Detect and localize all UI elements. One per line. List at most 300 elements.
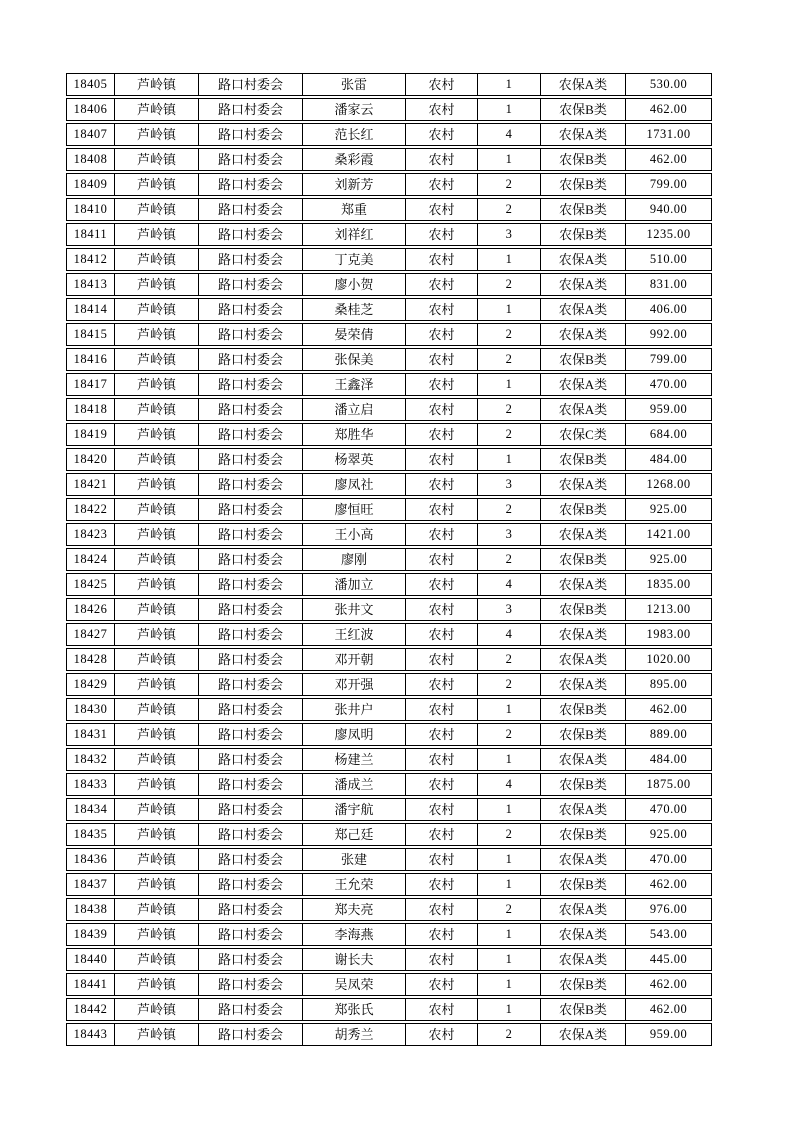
cell-record-id: 18406 bbox=[66, 98, 115, 121]
cell-person-name: 潘成兰 bbox=[303, 773, 406, 796]
cell-person-name: 潘家云 bbox=[303, 98, 406, 121]
cell-residence-type: 农村 bbox=[406, 673, 478, 696]
cell-record-id: 18439 bbox=[66, 923, 115, 946]
cell-person-name: 王允荣 bbox=[303, 873, 406, 896]
cell-village-committee: 路口村委会 bbox=[199, 273, 303, 296]
table-row bbox=[66, 973, 712, 996]
cell-person-count: 1 bbox=[478, 748, 541, 771]
cell-residence-type: 农村 bbox=[406, 473, 478, 496]
cell-amount: 976.00 bbox=[626, 898, 712, 921]
cell-insurance-category: 农保A类 bbox=[541, 648, 626, 671]
cell-person-name: 郑己廷 bbox=[303, 823, 406, 846]
cell-town: 芦岭镇 bbox=[115, 473, 199, 496]
cell-record-id: 18441 bbox=[66, 973, 115, 996]
cell-residence-type: 农村 bbox=[406, 873, 478, 896]
cell-person-count: 1 bbox=[478, 248, 541, 271]
cell-record-id: 18418 bbox=[66, 398, 115, 421]
cell-village-committee: 路口村委会 bbox=[199, 323, 303, 346]
cell-village-committee: 路口村委会 bbox=[199, 1023, 303, 1046]
table-row bbox=[66, 198, 712, 221]
cell-insurance-category: 农保A类 bbox=[541, 273, 626, 296]
cell-record-id: 18443 bbox=[66, 1023, 115, 1046]
cell-record-id: 18428 bbox=[66, 648, 115, 671]
cell-town: 芦岭镇 bbox=[115, 748, 199, 771]
cell-town: 芦岭镇 bbox=[115, 823, 199, 846]
cell-town: 芦岭镇 bbox=[115, 723, 199, 746]
cell-amount: 799.00 bbox=[626, 348, 712, 371]
cell-town: 芦岭镇 bbox=[115, 398, 199, 421]
cell-person-name: 潘宇航 bbox=[303, 798, 406, 821]
cell-village-committee: 路口村委会 bbox=[199, 373, 303, 396]
cell-record-id: 18429 bbox=[66, 673, 115, 696]
cell-record-id: 18425 bbox=[66, 573, 115, 596]
cell-person-count: 1 bbox=[478, 848, 541, 871]
cell-record-id: 18432 bbox=[66, 748, 115, 771]
table-row bbox=[66, 573, 712, 596]
cell-village-committee: 路口村委会 bbox=[199, 623, 303, 646]
cell-village-committee: 路口村委会 bbox=[199, 998, 303, 1021]
cell-amount: 470.00 bbox=[626, 373, 712, 396]
cell-record-id: 18438 bbox=[66, 898, 115, 921]
table-row bbox=[66, 398, 712, 421]
cell-person-count: 1 bbox=[478, 148, 541, 171]
cell-insurance-category: 农保A类 bbox=[541, 848, 626, 871]
cell-person-name: 郑重 bbox=[303, 198, 406, 221]
cell-residence-type: 农村 bbox=[406, 498, 478, 521]
cell-residence-type: 农村 bbox=[406, 173, 478, 196]
cell-town: 芦岭镇 bbox=[115, 498, 199, 521]
cell-town: 芦岭镇 bbox=[115, 798, 199, 821]
table-row bbox=[66, 298, 712, 321]
cell-village-committee: 路口村委会 bbox=[199, 573, 303, 596]
cell-residence-type: 农村 bbox=[406, 448, 478, 471]
cell-amount: 1235.00 bbox=[626, 223, 712, 246]
cell-residence-type: 农村 bbox=[406, 973, 478, 996]
cell-person-name: 晏荣倩 bbox=[303, 323, 406, 346]
table-row bbox=[66, 423, 712, 446]
cell-residence-type: 农村 bbox=[406, 98, 478, 121]
cell-insurance-category: 农保A类 bbox=[541, 748, 626, 771]
cell-person-count: 3 bbox=[478, 598, 541, 621]
table-row bbox=[66, 498, 712, 521]
cell-residence-type: 农村 bbox=[406, 373, 478, 396]
cell-residence-type: 农村 bbox=[406, 148, 478, 171]
cell-residence-type: 农村 bbox=[406, 823, 478, 846]
cell-record-id: 18436 bbox=[66, 848, 115, 871]
cell-residence-type: 农村 bbox=[406, 248, 478, 271]
cell-person-count: 4 bbox=[478, 773, 541, 796]
cell-village-committee: 路口村委会 bbox=[199, 648, 303, 671]
cell-town: 芦岭镇 bbox=[115, 998, 199, 1021]
cell-amount: 992.00 bbox=[626, 323, 712, 346]
cell-village-committee: 路口村委会 bbox=[199, 423, 303, 446]
table-row bbox=[66, 223, 712, 246]
cell-village-committee: 路口村委会 bbox=[199, 123, 303, 146]
cell-person-name: 廖恒旺 bbox=[303, 498, 406, 521]
cell-village-committee: 路口村委会 bbox=[199, 698, 303, 721]
cell-person-count: 2 bbox=[478, 348, 541, 371]
table-row bbox=[66, 723, 712, 746]
cell-insurance-category: 农保B类 bbox=[541, 723, 626, 746]
cell-record-id: 18421 bbox=[66, 473, 115, 496]
cell-person-name: 杨建兰 bbox=[303, 748, 406, 771]
cell-person-count: 1 bbox=[478, 298, 541, 321]
cell-insurance-category: 农保A类 bbox=[541, 923, 626, 946]
cell-insurance-category: 农保A类 bbox=[541, 398, 626, 421]
cell-insurance-category: 农保B类 bbox=[541, 448, 626, 471]
table-row bbox=[66, 173, 712, 196]
cell-person-count: 3 bbox=[478, 523, 541, 546]
cell-residence-type: 农村 bbox=[406, 398, 478, 421]
cell-town: 芦岭镇 bbox=[115, 923, 199, 946]
cell-residence-type: 农村 bbox=[406, 998, 478, 1021]
cell-person-count: 2 bbox=[478, 898, 541, 921]
cell-record-id: 18412 bbox=[66, 248, 115, 271]
cell-residence-type: 农村 bbox=[406, 773, 478, 796]
cell-amount: 462.00 bbox=[626, 873, 712, 896]
cell-insurance-category: 农保B类 bbox=[541, 498, 626, 521]
cell-person-count: 2 bbox=[478, 723, 541, 746]
cell-record-id: 18416 bbox=[66, 348, 115, 371]
table-row bbox=[66, 73, 712, 96]
table-row bbox=[66, 98, 712, 121]
cell-insurance-category: 农保B类 bbox=[541, 198, 626, 221]
cell-village-committee: 路口村委会 bbox=[199, 748, 303, 771]
cell-record-id: 18431 bbox=[66, 723, 115, 746]
cell-person-name: 范长红 bbox=[303, 123, 406, 146]
cell-person-name: 谢长夫 bbox=[303, 948, 406, 971]
cell-town: 芦岭镇 bbox=[115, 948, 199, 971]
cell-amount: 959.00 bbox=[626, 1023, 712, 1046]
cell-amount: 1983.00 bbox=[626, 623, 712, 646]
cell-person-count: 1 bbox=[478, 698, 541, 721]
cell-village-committee: 路口村委会 bbox=[199, 823, 303, 846]
cell-village-committee: 路口村委会 bbox=[199, 398, 303, 421]
cell-record-id: 18408 bbox=[66, 148, 115, 171]
table-row bbox=[66, 898, 712, 921]
cell-insurance-category: 农保B类 bbox=[541, 98, 626, 121]
cell-person-count: 3 bbox=[478, 223, 541, 246]
cell-town: 芦岭镇 bbox=[115, 223, 199, 246]
cell-town: 芦岭镇 bbox=[115, 173, 199, 196]
cell-record-id: 18440 bbox=[66, 948, 115, 971]
cell-person-name: 桑彩霞 bbox=[303, 148, 406, 171]
cell-amount: 484.00 bbox=[626, 748, 712, 771]
cell-person-name: 张井户 bbox=[303, 698, 406, 721]
cell-person-name: 杨翠英 bbox=[303, 448, 406, 471]
cell-person-count: 1 bbox=[478, 448, 541, 471]
cell-person-count: 1 bbox=[478, 373, 541, 396]
cell-insurance-category: 农保A类 bbox=[541, 673, 626, 696]
cell-person-count: 4 bbox=[478, 573, 541, 596]
cell-record-id: 18405 bbox=[66, 73, 115, 96]
cell-record-id: 18411 bbox=[66, 223, 115, 246]
cell-amount: 1835.00 bbox=[626, 573, 712, 596]
cell-village-committee: 路口村委会 bbox=[199, 923, 303, 946]
cell-village-committee: 路口村委会 bbox=[199, 498, 303, 521]
cell-person-count: 1 bbox=[478, 948, 541, 971]
cell-town: 芦岭镇 bbox=[115, 848, 199, 871]
cell-village-committee: 路口村委会 bbox=[199, 348, 303, 371]
cell-person-name: 刘祥红 bbox=[303, 223, 406, 246]
cell-village-committee: 路口村委会 bbox=[199, 473, 303, 496]
cell-village-committee: 路口村委会 bbox=[199, 173, 303, 196]
cell-person-name: 王鑫泽 bbox=[303, 373, 406, 396]
cell-person-name: 吴凤荣 bbox=[303, 973, 406, 996]
table-row bbox=[66, 748, 712, 771]
cell-insurance-category: 农保B类 bbox=[541, 348, 626, 371]
cell-residence-type: 农村 bbox=[406, 648, 478, 671]
cell-residence-type: 农村 bbox=[406, 848, 478, 871]
cell-person-count: 2 bbox=[478, 673, 541, 696]
cell-insurance-category: 农保C类 bbox=[541, 423, 626, 446]
cell-person-name: 郑夫亮 bbox=[303, 898, 406, 921]
cell-record-id: 18434 bbox=[66, 798, 115, 821]
cell-village-committee: 路口村委会 bbox=[199, 898, 303, 921]
cell-town: 芦岭镇 bbox=[115, 373, 199, 396]
cell-insurance-category: 农保B类 bbox=[541, 773, 626, 796]
cell-village-committee: 路口村委会 bbox=[199, 148, 303, 171]
cell-amount: 925.00 bbox=[626, 498, 712, 521]
cell-person-count: 2 bbox=[478, 423, 541, 446]
cell-amount: 462.00 bbox=[626, 973, 712, 996]
cell-residence-type: 农村 bbox=[406, 1023, 478, 1046]
cell-record-id: 18433 bbox=[66, 773, 115, 796]
cell-person-name: 廖小贺 bbox=[303, 273, 406, 296]
cell-residence-type: 农村 bbox=[406, 273, 478, 296]
table-row bbox=[66, 673, 712, 696]
table-row bbox=[66, 248, 712, 271]
cell-amount: 484.00 bbox=[626, 448, 712, 471]
cell-record-id: 18415 bbox=[66, 323, 115, 346]
cell-residence-type: 农村 bbox=[406, 123, 478, 146]
cell-person-count: 1 bbox=[478, 973, 541, 996]
records-table-body bbox=[66, 73, 712, 1046]
cell-town: 芦岭镇 bbox=[115, 673, 199, 696]
cell-insurance-category: 农保A类 bbox=[541, 523, 626, 546]
cell-record-id: 18437 bbox=[66, 873, 115, 896]
cell-town: 芦岭镇 bbox=[115, 1023, 199, 1046]
cell-insurance-category: 农保B类 bbox=[541, 598, 626, 621]
cell-residence-type: 农村 bbox=[406, 423, 478, 446]
cell-person-count: 2 bbox=[478, 198, 541, 221]
cell-insurance-category: 农保B类 bbox=[541, 873, 626, 896]
cell-record-id: 18410 bbox=[66, 198, 115, 221]
cell-town: 芦岭镇 bbox=[115, 773, 199, 796]
cell-amount: 530.00 bbox=[626, 73, 712, 96]
cell-town: 芦岭镇 bbox=[115, 698, 199, 721]
cell-residence-type: 农村 bbox=[406, 548, 478, 571]
cell-residence-type: 农村 bbox=[406, 223, 478, 246]
table-row bbox=[66, 773, 712, 796]
cell-amount: 462.00 bbox=[626, 148, 712, 171]
records-table bbox=[66, 71, 712, 1048]
cell-village-committee: 路口村委会 bbox=[199, 673, 303, 696]
cell-amount: 462.00 bbox=[626, 698, 712, 721]
cell-amount: 959.00 bbox=[626, 398, 712, 421]
cell-insurance-category: 农保A类 bbox=[541, 573, 626, 596]
table-row bbox=[66, 648, 712, 671]
cell-insurance-category: 农保B类 bbox=[541, 823, 626, 846]
cell-person-count: 1 bbox=[478, 923, 541, 946]
cell-town: 芦岭镇 bbox=[115, 273, 199, 296]
cell-town: 芦岭镇 bbox=[115, 323, 199, 346]
cell-insurance-category: 农保A类 bbox=[541, 323, 626, 346]
cell-residence-type: 农村 bbox=[406, 798, 478, 821]
table-row bbox=[66, 473, 712, 496]
cell-residence-type: 农村 bbox=[406, 598, 478, 621]
cell-village-committee: 路口村委会 bbox=[199, 523, 303, 546]
cell-amount: 895.00 bbox=[626, 673, 712, 696]
cell-person-name: 张建 bbox=[303, 848, 406, 871]
cell-record-id: 18424 bbox=[66, 548, 115, 571]
cell-amount: 462.00 bbox=[626, 998, 712, 1021]
cell-village-committee: 路口村委会 bbox=[199, 798, 303, 821]
cell-town: 芦岭镇 bbox=[115, 123, 199, 146]
cell-residence-type: 农村 bbox=[406, 573, 478, 596]
cell-residence-type: 农村 bbox=[406, 923, 478, 946]
cell-person-name: 王红波 bbox=[303, 623, 406, 646]
cell-residence-type: 农村 bbox=[406, 748, 478, 771]
table-row bbox=[66, 548, 712, 571]
cell-town: 芦岭镇 bbox=[115, 873, 199, 896]
cell-town: 芦岭镇 bbox=[115, 73, 199, 96]
cell-insurance-category: 农保B类 bbox=[541, 173, 626, 196]
cell-insurance-category: 农保B类 bbox=[541, 998, 626, 1021]
cell-person-name: 桑桂芝 bbox=[303, 298, 406, 321]
cell-village-committee: 路口村委会 bbox=[199, 223, 303, 246]
cell-person-name: 潘立启 bbox=[303, 398, 406, 421]
cell-amount: 1731.00 bbox=[626, 123, 712, 146]
cell-record-id: 18426 bbox=[66, 598, 115, 621]
cell-village-committee: 路口村委会 bbox=[199, 198, 303, 221]
cell-person-name: 廖刚 bbox=[303, 548, 406, 571]
cell-residence-type: 农村 bbox=[406, 948, 478, 971]
cell-town: 芦岭镇 bbox=[115, 648, 199, 671]
cell-person-count: 4 bbox=[478, 623, 541, 646]
cell-insurance-category: 农保A类 bbox=[541, 473, 626, 496]
cell-village-committee: 路口村委会 bbox=[199, 873, 303, 896]
table-row bbox=[66, 448, 712, 471]
cell-amount: 1875.00 bbox=[626, 773, 712, 796]
cell-town: 芦岭镇 bbox=[115, 148, 199, 171]
cell-residence-type: 农村 bbox=[406, 298, 478, 321]
cell-residence-type: 农村 bbox=[406, 523, 478, 546]
cell-person-name: 刘新芳 bbox=[303, 173, 406, 196]
cell-insurance-category: 农保A类 bbox=[541, 798, 626, 821]
cell-village-committee: 路口村委会 bbox=[199, 548, 303, 571]
cell-person-count: 2 bbox=[478, 648, 541, 671]
cell-amount: 1268.00 bbox=[626, 473, 712, 496]
table-row bbox=[66, 348, 712, 371]
cell-person-name: 潘加立 bbox=[303, 573, 406, 596]
cell-person-count: 2 bbox=[478, 173, 541, 196]
cell-residence-type: 农村 bbox=[406, 898, 478, 921]
cell-amount: 1421.00 bbox=[626, 523, 712, 546]
cell-person-count: 2 bbox=[478, 1023, 541, 1046]
table-row bbox=[66, 698, 712, 721]
cell-person-name: 廖凤明 bbox=[303, 723, 406, 746]
cell-person-name: 张井文 bbox=[303, 598, 406, 621]
cell-person-name: 王小高 bbox=[303, 523, 406, 546]
table-row bbox=[66, 148, 712, 171]
table-row bbox=[66, 923, 712, 946]
cell-amount: 470.00 bbox=[626, 848, 712, 871]
cell-residence-type: 农村 bbox=[406, 198, 478, 221]
table-row bbox=[66, 998, 712, 1021]
cell-amount: 799.00 bbox=[626, 173, 712, 196]
cell-insurance-category: 农保B类 bbox=[541, 148, 626, 171]
cell-insurance-category: 农保A类 bbox=[541, 373, 626, 396]
table-row bbox=[66, 598, 712, 621]
cell-village-committee: 路口村委会 bbox=[199, 848, 303, 871]
cell-residence-type: 农村 bbox=[406, 323, 478, 346]
table-row bbox=[66, 123, 712, 146]
cell-record-id: 18430 bbox=[66, 698, 115, 721]
cell-person-name: 邓开强 bbox=[303, 673, 406, 696]
table-row bbox=[66, 1023, 712, 1046]
cell-town: 芦岭镇 bbox=[115, 198, 199, 221]
cell-amount: 1020.00 bbox=[626, 648, 712, 671]
cell-residence-type: 农村 bbox=[406, 623, 478, 646]
table-row bbox=[66, 948, 712, 971]
cell-village-committee: 路口村委会 bbox=[199, 248, 303, 271]
cell-village-committee: 路口村委会 bbox=[199, 448, 303, 471]
table-row bbox=[66, 323, 712, 346]
cell-amount: 470.00 bbox=[626, 798, 712, 821]
cell-insurance-category: 农保B类 bbox=[541, 548, 626, 571]
cell-amount: 445.00 bbox=[626, 948, 712, 971]
cell-record-id: 18442 bbox=[66, 998, 115, 1021]
cell-record-id: 18423 bbox=[66, 523, 115, 546]
cell-town: 芦岭镇 bbox=[115, 98, 199, 121]
cell-person-name: 郑张氏 bbox=[303, 998, 406, 1021]
cell-amount: 462.00 bbox=[626, 98, 712, 121]
cell-insurance-category: 农保A类 bbox=[541, 248, 626, 271]
cell-record-id: 18414 bbox=[66, 298, 115, 321]
cell-insurance-category: 农保A类 bbox=[541, 948, 626, 971]
cell-village-committee: 路口村委会 bbox=[199, 973, 303, 996]
cell-town: 芦岭镇 bbox=[115, 623, 199, 646]
table-row bbox=[66, 873, 712, 896]
cell-amount: 1213.00 bbox=[626, 598, 712, 621]
cell-person-count: 2 bbox=[478, 498, 541, 521]
cell-insurance-category: 农保A类 bbox=[541, 73, 626, 96]
cell-village-committee: 路口村委会 bbox=[199, 73, 303, 96]
cell-insurance-category: 农保A类 bbox=[541, 298, 626, 321]
cell-amount: 925.00 bbox=[626, 823, 712, 846]
cell-amount: 510.00 bbox=[626, 248, 712, 271]
table-row bbox=[66, 823, 712, 846]
cell-record-id: 18407 bbox=[66, 123, 115, 146]
cell-person-count: 1 bbox=[478, 73, 541, 96]
cell-person-count: 2 bbox=[478, 823, 541, 846]
table-row bbox=[66, 848, 712, 871]
cell-record-id: 18409 bbox=[66, 173, 115, 196]
cell-village-committee: 路口村委会 bbox=[199, 98, 303, 121]
cell-town: 芦岭镇 bbox=[115, 573, 199, 596]
table-row bbox=[66, 798, 712, 821]
cell-person-name: 张保美 bbox=[303, 348, 406, 371]
cell-person-count: 4 bbox=[478, 123, 541, 146]
table-row bbox=[66, 523, 712, 546]
cell-person-name: 胡秀兰 bbox=[303, 1023, 406, 1046]
cell-amount: 684.00 bbox=[626, 423, 712, 446]
cell-record-id: 18417 bbox=[66, 373, 115, 396]
cell-amount: 543.00 bbox=[626, 923, 712, 946]
cell-amount: 889.00 bbox=[626, 723, 712, 746]
cell-record-id: 18422 bbox=[66, 498, 115, 521]
